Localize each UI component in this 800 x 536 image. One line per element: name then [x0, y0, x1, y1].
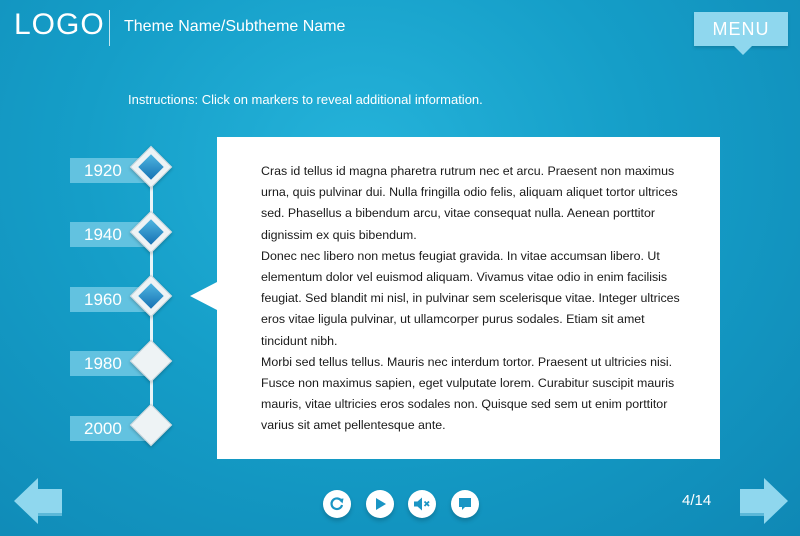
mute-button[interactable] [408, 490, 436, 518]
transcript-icon [457, 496, 473, 512]
replay-icon [329, 496, 345, 512]
page-counter: 4/14 [682, 492, 712, 509]
transcript-button[interactable] [451, 490, 479, 518]
year-label-1980[interactable]: 1980 [70, 351, 150, 376]
content-paragraph: Donec nec libero non metus feugiat gravida. In vitae accumsan libero. Ut elementum dolor vel euismod aliquam. Vivamus vitae odio in enim facilisis feugiat. Sed blandit mi nisl, in pulvinar sem scelerisque vitae. Integer ultrices eros vitae ligula pulvinar, ut ullamcorper purus sodales. Etiam sit amet tincidunt nibh. [261, 248, 680, 348]
theme-title: Theme Name/Subtheme Name [124, 18, 346, 35]
bubble-tail [190, 282, 217, 310]
menu-button[interactable] [694, 12, 788, 46]
instructions: Instructions: Click on markers to reveal additional information. [128, 92, 483, 107]
arrow-right-icon [740, 476, 788, 526]
content-box [217, 137, 720, 459]
play-button[interactable] [366, 490, 394, 518]
logo: LOGO [14, 8, 105, 41]
play-icon [372, 496, 388, 512]
year-label-1940[interactable]: 1940 [70, 222, 150, 247]
logo-divider [109, 10, 110, 46]
year-label-1960[interactable]: 1960 [70, 287, 150, 312]
content-paragraph: Morbi sed tellus tellus. Mauris nec interdum tortor. Praesent ut ultricies nisi. Fusce non maximus sapien, eget vulputate lorem. Curabitur suscipit mauris mauris, vitae ultricies eros sodales non. Quisque sed sem ut enim porttitor varius sit amet pellentesque ante. [261, 354, 675, 433]
menu-label: MENU [712, 18, 770, 39]
year-label-1920[interactable]: 1920 [70, 158, 150, 183]
replay-button[interactable] [323, 490, 351, 518]
mute-icon [413, 496, 431, 512]
arrow-left-icon [14, 476, 62, 526]
year-label-2000[interactable]: 2000 [70, 416, 150, 441]
prev-button[interactable] [14, 476, 62, 526]
content-paragraph: Cras id tellus id magna pharetra rutrum nec et arcu. Praesent non maximus urna, quis pulvinar dui. Nulla fringilla odio felis, aliquam aliquet tortor ultrices sed. Phasellus a bibendum arcu, vitae consequat nulla. Aenean porttitor dignissim ex quis bibendum. [261, 164, 678, 242]
next-button[interactable] [740, 476, 788, 526]
